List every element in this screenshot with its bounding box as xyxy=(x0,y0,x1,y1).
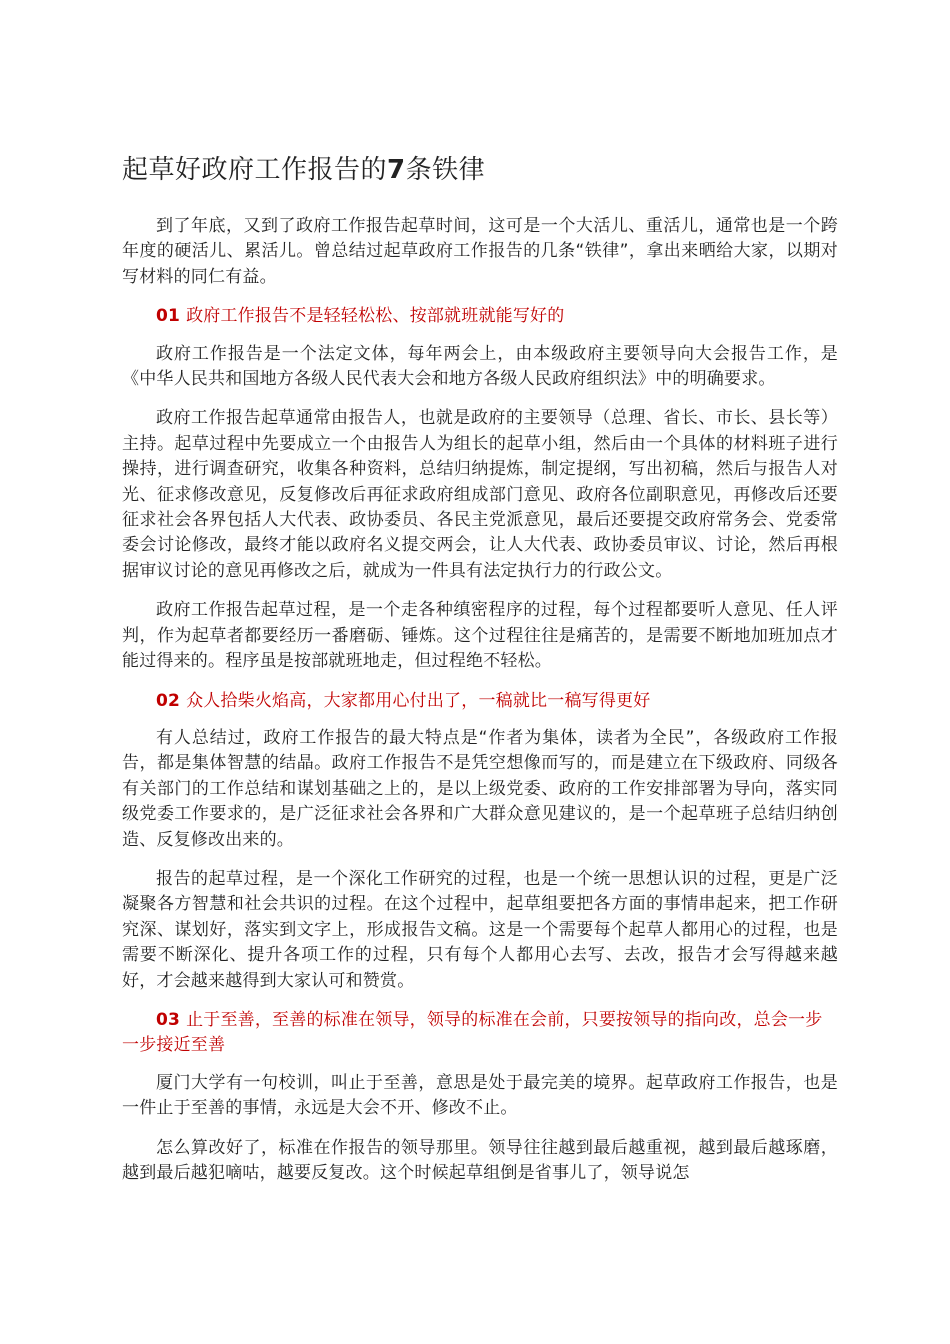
article-title xyxy=(122,150,838,190)
body-paragraph: 怎么算改好了，标准在作报告的领导那里。领导往往越到最后越重视，越到最后越琢磨，越到最后越犯嘀咕，越要反复改。这个时候起草组倒是省事儿了，领导说怎 xyxy=(122,1137,838,1183)
title-suffix: 条铁律 xyxy=(405,155,486,185)
document-page xyxy=(122,150,838,1200)
section-heading-03 xyxy=(122,1008,838,1059)
title-number: 7 xyxy=(387,155,406,185)
body-paragraph: 厦门大学有一句校训，叫止于至善，意思是处于最完美的境界。起草政府工作报告，也是一件止于至善的事情，永远是大会不开、修改不止。 xyxy=(122,1072,838,1119)
section-number: 03 xyxy=(156,1009,181,1030)
body-paragraph: 政府工作报告起草通常由报告人，也就是政府的主要领导（总理、省长、市长、县长等）主持。起草过程中先要成立一个由报告人为组长的起草小组，然后由一个具体的材料班子进行操持，进行调查研究，收集各种资料，总结归纳提炼，制定提纲，写出初稿，然后与报告人对光、征求修改意见，反复修改后再征求政府组成部门意见、政府各位副职意见，再修改后还要征求社会各界包括人大代表、政协委员、各民主党派意见，最后还要提交政府常务会、党委常委会讨论修改，最终才能以政府名义提交两会，让人大代表、政协委员审议、讨论，然后再根据审议讨论的意见再修改之后，就成为一件具有法定执行力的行政公文。 xyxy=(122,408,838,581)
section-heading-02 xyxy=(122,689,838,714)
intro-paragraph: 到了年底，又到了政府工作报告起草时间，这可是一个大活儿、重活儿，通常也是一个跨年度的硬活儿、累活儿。曾总结过起草政府工作报告的几条“铁律”，拿出来晒给大家，以期对写材料的同仁有益。 xyxy=(122,216,838,287)
body-paragraph: 政府工作报告起草过程，是一个走各种缜密程序的过程，每个过程都要听人意见、任人评判，作为起草者都要经历一番磨砺、锤炼。这个过程往往是痛苦的，是需要不断地加班加点才能过得来的。程序虽是按部就班地走，但过程绝不轻松。 xyxy=(122,600,838,672)
section-heading-text: 政府工作报告不是轻轻松松、按部就班就能写好的 xyxy=(186,306,565,327)
section-heading-text: 止于至善，至善的标准在领导，领导的标准在会前，只要按领导的指向改，总会一步一步接近至善 xyxy=(122,1009,823,1056)
section-number: 02 xyxy=(156,690,181,711)
section-heading-text: 众人拾柴火焰高，大家都用心付出了，一稿就比一稿写得更好 xyxy=(186,690,651,711)
body-paragraph: 报告的起草过程，是一个深化工作研究的过程，也是一个统一思想认识的过程，更是广泛凝聚各方智慧和社会共识的过程。在这个过程中，起草组要把各方面的事情串起来，把工作研究深、谋划好，落实到文字上，形成报告文稿。这是一个需要每个起草人都用心的过程，也是需要不断深化、提升各项工作的过程，只有每个人都用心去写、去改，报告才会写得越来越好，才会越来越得到大家认可和赞赏。 xyxy=(122,868,838,991)
section-heading-01 xyxy=(122,304,838,329)
body-paragraph: 政府工作报告是一个法定文体，每年两会上，由本级政府主要领导向大会报告工作，是《中华人民共和国地方各级人民代表大会和地方各级人民政府组织法》中的明确要求。 xyxy=(122,343,838,390)
body-paragraph: 有人总结过，政府工作报告的最大特点是“作者为集体，读者为全民”，各级政府工作报告，都是集体智慧的结晶。政府工作报告不是凭空想像而写的，而是建立在下级政府、同级各有关部门的工作总结和谋划基础之上的，是以上级党委、政府的工作安排部署为导向，落实同级党委工作要求的，是广泛征求社会各界和广大群众意见建议的，是一个起草班子总结归纳创造、反复修改出来的。 xyxy=(122,727,838,850)
section-number: 01 xyxy=(156,306,181,327)
title-prefix: 起草好政府工作报告的 xyxy=(122,155,388,185)
